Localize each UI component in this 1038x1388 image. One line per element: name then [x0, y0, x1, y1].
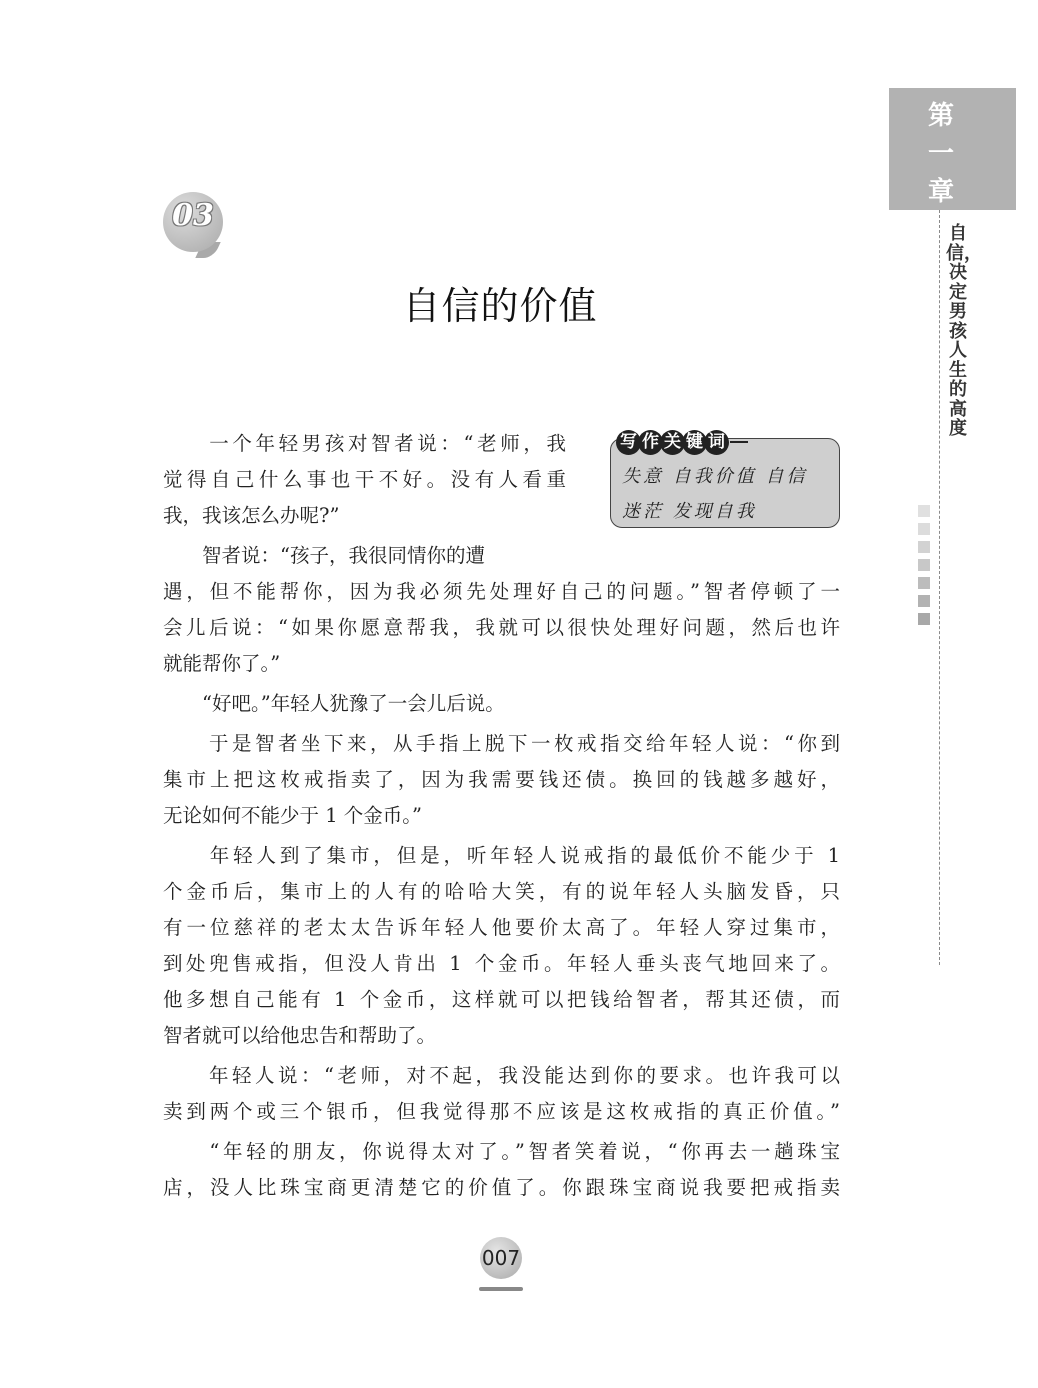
text-line: 一个年轻男孩对智者说：“老师，我 — [163, 432, 570, 455]
chapter-number: 03 — [172, 198, 214, 233]
text-line: 无论如何不能少于 1 个金币。” — [163, 804, 423, 827]
keyword-header-line — [730, 441, 748, 443]
text-line: “年轻的朋友，你说得太对了。”智者笑着说，“你再去一趟珠宝 — [163, 1140, 844, 1163]
text-line: 有一位慈祥的老太太告诉年轻人他要价太高了。年轻人穿过集市， — [163, 916, 844, 939]
text-line: 就能帮你了。” — [163, 652, 281, 675]
chapter-tab-char: 第 — [927, 101, 954, 131]
side-block — [918, 505, 930, 517]
side-block — [918, 541, 930, 553]
text-line: 集市上把这枚戒指卖了，因为我需要钱还债。换回的钱越多越好， — [163, 768, 844, 791]
side-block — [918, 595, 930, 607]
keyword-line: 失意 自我价值 自信 — [622, 466, 808, 487]
chapter-tab-char: 章 — [927, 177, 954, 207]
keyword-header-char: 键 — [682, 430, 707, 455]
side-divider — [939, 210, 940, 965]
text-line: “好吧。”年轻人犹豫了一会儿后说。 — [163, 692, 505, 715]
text-line: 他多想自己能有 1 个金币，这样就可以把钱给智者，帮其还债，而 — [163, 988, 844, 1011]
side-block — [918, 523, 930, 535]
text-line: 卖到两个或三个银币，但我觉得那不应该是这枚戒指的真正价值。” — [163, 1100, 844, 1123]
keyword-header-char: 词 — [704, 430, 729, 455]
keyword-header-char: 关 — [660, 430, 685, 455]
text-line: 我，我该怎么办呢?” — [163, 504, 340, 527]
side-block — [918, 577, 930, 589]
text-line: 遇，但不能帮你，因为我必须先处理好自己的问题。”智者停顿了一 — [163, 580, 844, 603]
page-title: 自信的价值 — [402, 284, 598, 328]
text-line: 智者说：“孩子，我很同情你的遭 — [163, 544, 485, 567]
page-number-underline — [479, 1287, 523, 1291]
keyword-line: 迷茫 发现自我 — [622, 501, 757, 522]
page-number: 007 — [481, 1246, 521, 1270]
keyword-header-char: 写 — [616, 430, 641, 455]
text-line: 个金币后，集市上的人有的哈哈大笑，有的说年轻人头脑发昏，只 — [163, 880, 844, 903]
keyword-header — [616, 429, 745, 455]
text-line: 智者就可以给他忠告和帮助了。 — [163, 1024, 437, 1047]
side-blocks — [918, 505, 930, 631]
chapter-tab-char: 一 — [927, 139, 954, 169]
text-line: 会儿后说：“如果你愿意帮我，我就可以很快处理好问题，然后也许 — [163, 616, 844, 639]
text-line: 觉得自己什么事也干不好。没有人看重 — [163, 468, 571, 491]
text-line: 到处兜售戒指，但没人肯出 1 个金币。年轻人垂头丧气地回来了。 — [163, 952, 844, 975]
side-block — [918, 613, 930, 625]
text-line: 于是智者坐下来，从手指上脱下一枚戒指交给年轻人说：“你到 — [163, 732, 844, 755]
keyword-header-char: 作 — [638, 430, 663, 455]
text-line: 店，没人比珠宝商更清楚它的价值了。你跟珠宝商说我要把戒指卖 — [163, 1176, 844, 1199]
side-book-title: 自信，决定男孩人生的高度 — [946, 223, 982, 439]
text-line: 年轻人说：“老师，对不起，我没能达到你的要求。也许我可以 — [163, 1064, 844, 1087]
side-block — [918, 559, 930, 571]
text-line: 年轻人到了集市，但是，听年轻人说戒指的最低价不能少于 1 — [163, 844, 844, 867]
